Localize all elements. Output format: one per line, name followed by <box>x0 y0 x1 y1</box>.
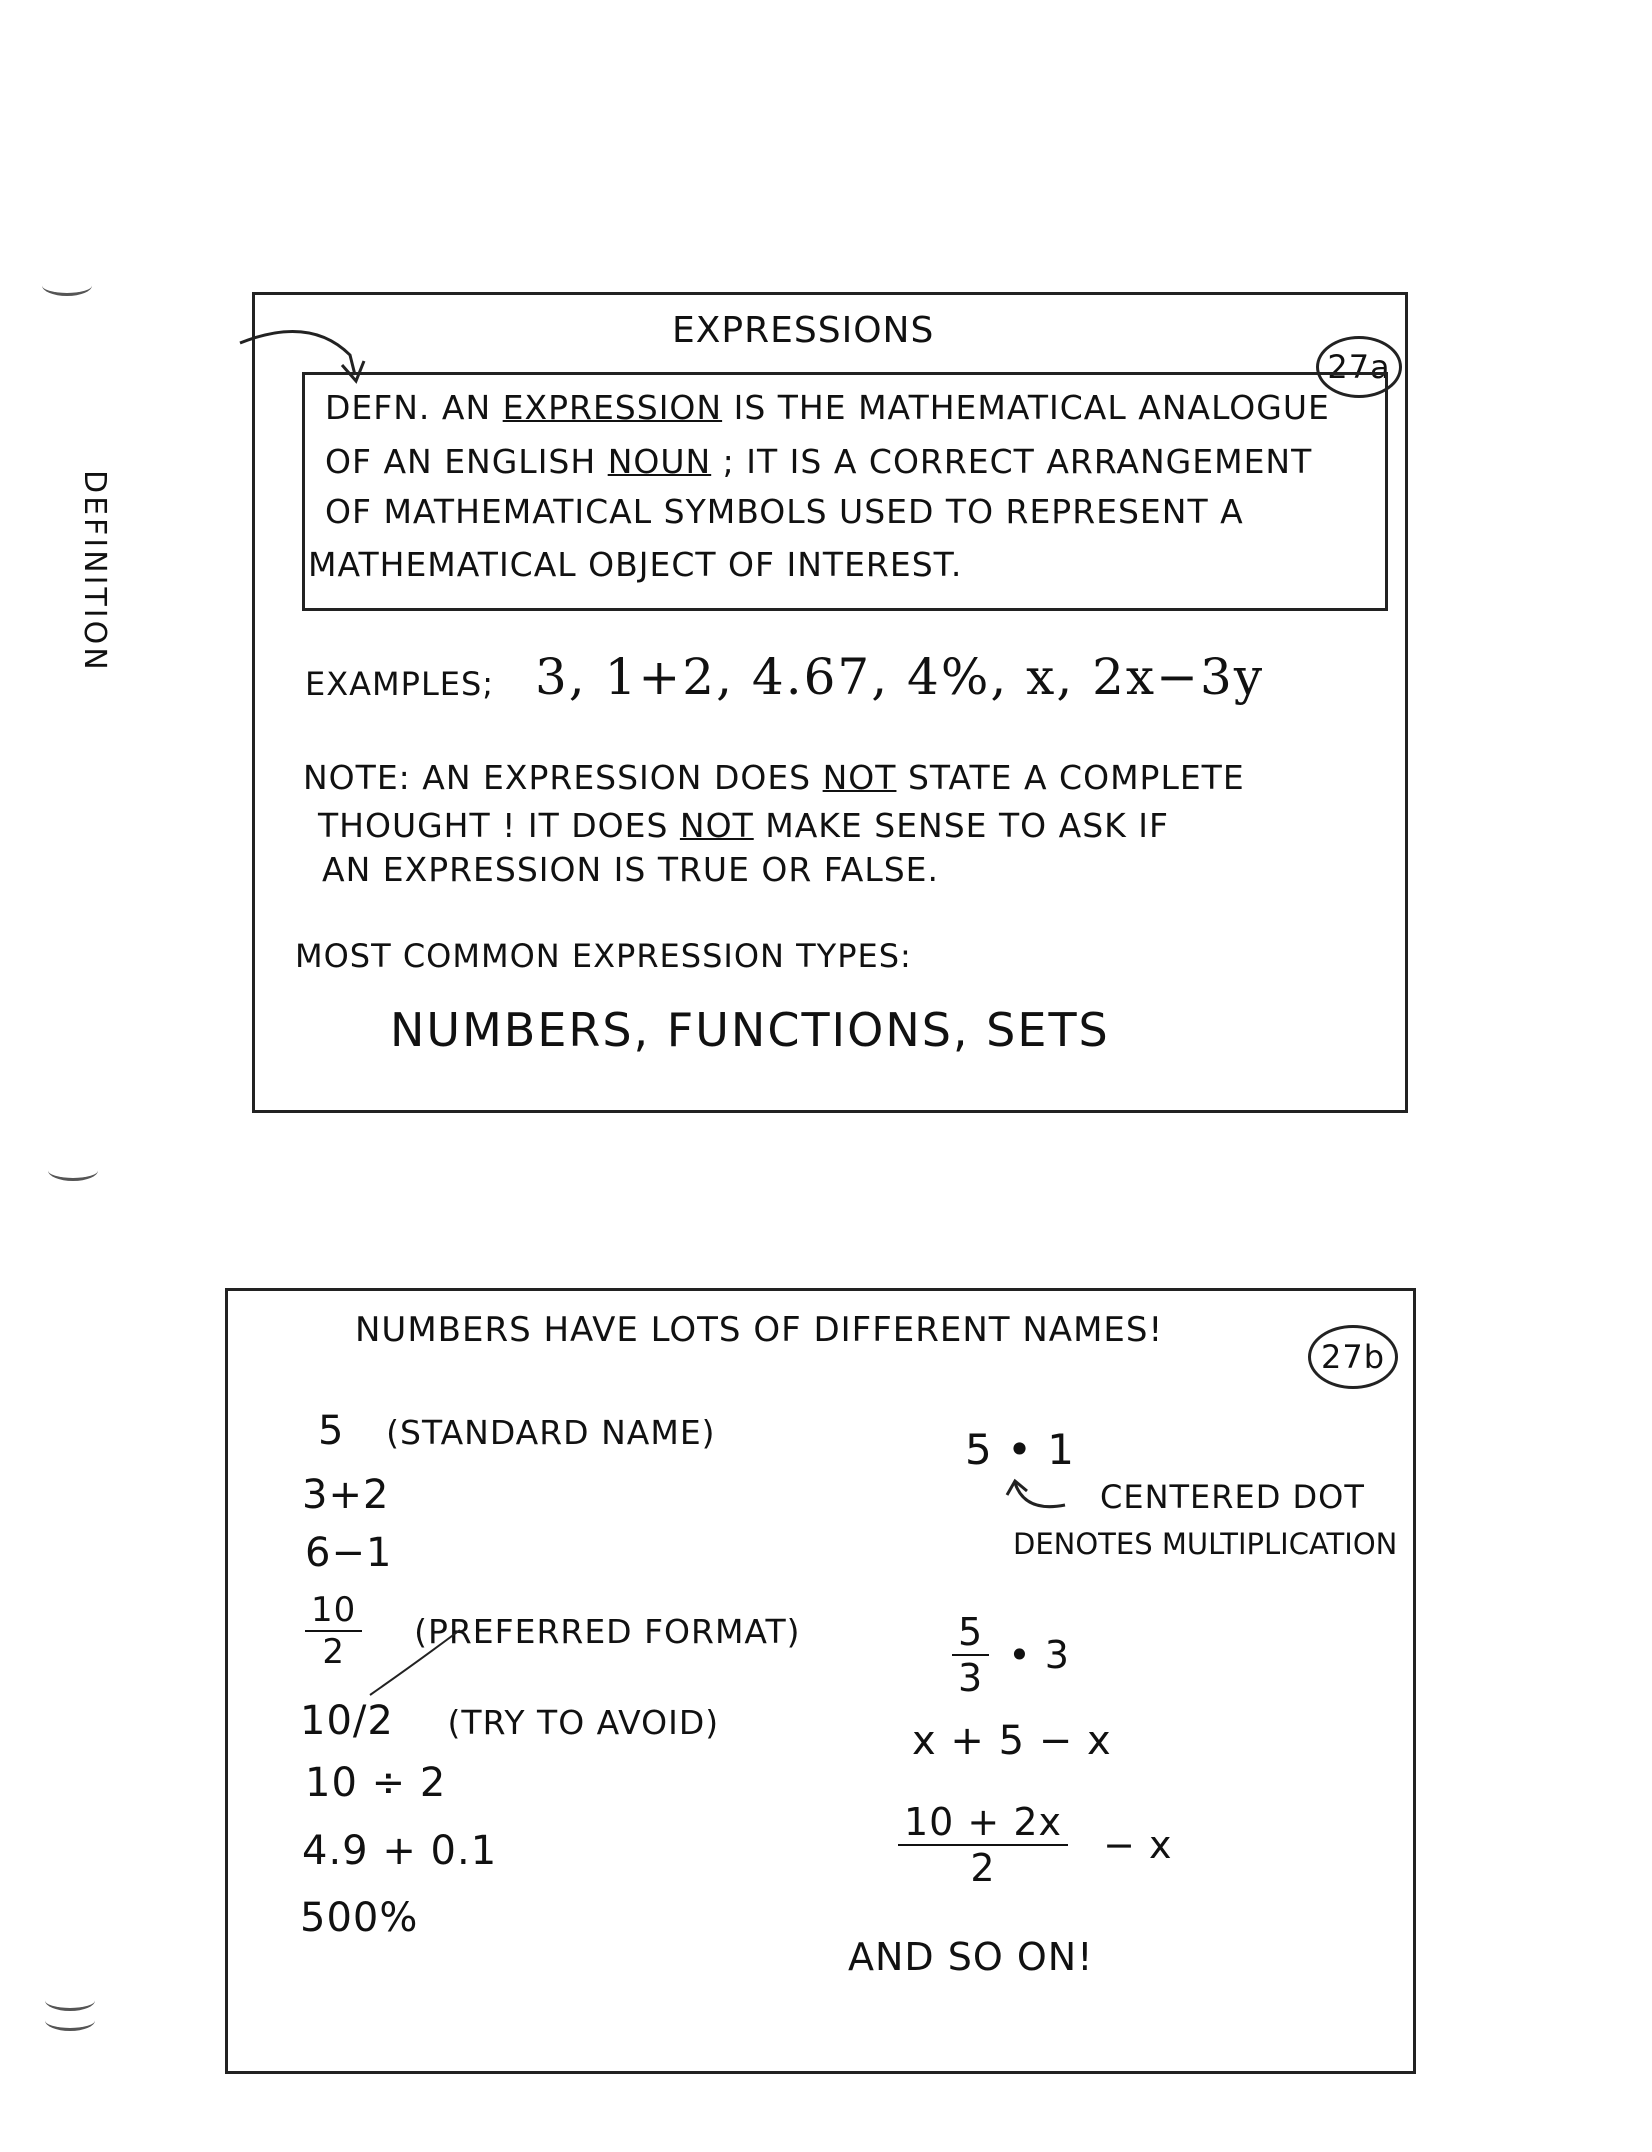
note-text: NOTE: AN EXPRESSION DOES <box>303 758 823 797</box>
definition-text: DEFN. AN <box>325 388 503 427</box>
dot-note-line-1: CENTERED DOT <box>1100 1478 1365 1516</box>
definition-text: OF AN ENGLISH <box>325 442 608 481</box>
number-name-row: x + 5 − x <box>912 1718 1112 1764</box>
card-title: NUMBERS HAVE LOTS OF DIFFERENT NAMES! <box>355 1310 1164 1350</box>
types-label: MOST COMMON EXPRESSION TYPES: <box>295 937 912 975</box>
term-noun: NOUN <box>607 442 712 481</box>
fraction <box>952 1610 989 1700</box>
number-name-row: 6−1 <box>305 1530 393 1576</box>
number-value: 10/2 <box>300 1698 394 1744</box>
emphasis-not: NOT <box>822 758 897 797</box>
examples-list: 3, 1+2, 4.67, 4%, x, 2x−3y <box>535 648 1265 706</box>
number-note: (TRY TO AVOID) <box>447 1703 720 1742</box>
side-label-definition: DEFINITION <box>77 470 112 673</box>
term-expression: EXPRESSION <box>502 388 723 427</box>
closing-remark: AND SO ON! <box>848 1935 1094 1979</box>
dot-note-line-2: DENOTES MULTIPLICATION <box>1013 1527 1398 1561</box>
fraction-numerator: 5 <box>952 1610 989 1656</box>
note-line-3: AN EXPRESSION IS TRUE OR FALSE. <box>322 850 940 889</box>
note-line-1 <box>303 758 1245 797</box>
definition-line-2 <box>325 442 1312 481</box>
punch-hole-mark <box>48 1160 98 1181</box>
number-name-row <box>318 1408 716 1454</box>
page-number-badge: 27b <box>1308 1325 1398 1389</box>
fraction-denominator: 2 <box>970 1846 996 1890</box>
definition-line-4: MATHEMATICAL OBJECT OF INTEREST. <box>308 545 963 584</box>
punch-hole-mark <box>45 1990 95 2011</box>
definition-line-1 <box>325 388 1330 427</box>
definition-text: ; IT IS A CORRECT ARRANGEMENT <box>711 442 1313 481</box>
number-value: 5 <box>318 1408 345 1454</box>
fraction-numerator: 10 + 2x <box>898 1800 1068 1846</box>
number-name-row: 4.9 + 0.1 <box>302 1828 498 1874</box>
types-list: NUMBERS, FUNCTIONS, SETS <box>390 1003 1110 1057</box>
curved-arrow-icon <box>1005 1475 1085 1525</box>
note-text: STATE A COMPLETE <box>896 758 1245 797</box>
number-note: (PREFERRED FORMAT) <box>414 1611 801 1651</box>
number-name-row: 500% <box>300 1895 419 1941</box>
number-value: − x <box>1103 1823 1173 1867</box>
note-text: MAKE SENSE TO ASK IF <box>753 806 1170 845</box>
fraction <box>305 1590 362 1672</box>
number-name-row: 10 ÷ 2 <box>305 1760 447 1806</box>
number-value: • 3 <box>1008 1633 1070 1677</box>
fraction-numerator: 10 <box>305 1590 362 1632</box>
page-number-badge: 27a <box>1316 336 1402 398</box>
number-name-row <box>300 1698 719 1744</box>
fraction-denominator: 2 <box>322 1632 345 1672</box>
number-name-row: 3+2 <box>302 1472 390 1518</box>
punch-hole-mark <box>42 275 92 296</box>
card-title: EXPRESSIONS <box>672 310 935 351</box>
definition-text: IS THE MATHEMATICAL ANALOGUE <box>722 388 1330 427</box>
examples-label: EXAMPLES; <box>305 665 495 703</box>
emphasis-not: NOT <box>679 806 754 845</box>
pointer-line-icon <box>360 1620 480 1700</box>
number-name-row <box>898 1800 1173 1890</box>
note-line-2 <box>318 806 1169 845</box>
number-note: (STANDARD NAME) <box>386 1413 716 1452</box>
punch-hole-mark <box>45 2010 95 2031</box>
number-name-row <box>952 1610 1070 1700</box>
fraction-denominator: 3 <box>958 1656 984 1700</box>
definition-line-3: OF MATHEMATICAL SYMBOLS USED TO REPRESENT A <box>325 492 1244 531</box>
number-name-row: 5 • 1 <box>965 1425 1075 1474</box>
fraction <box>898 1800 1068 1890</box>
note-text: THOUGHT ! IT DOES <box>318 806 680 845</box>
